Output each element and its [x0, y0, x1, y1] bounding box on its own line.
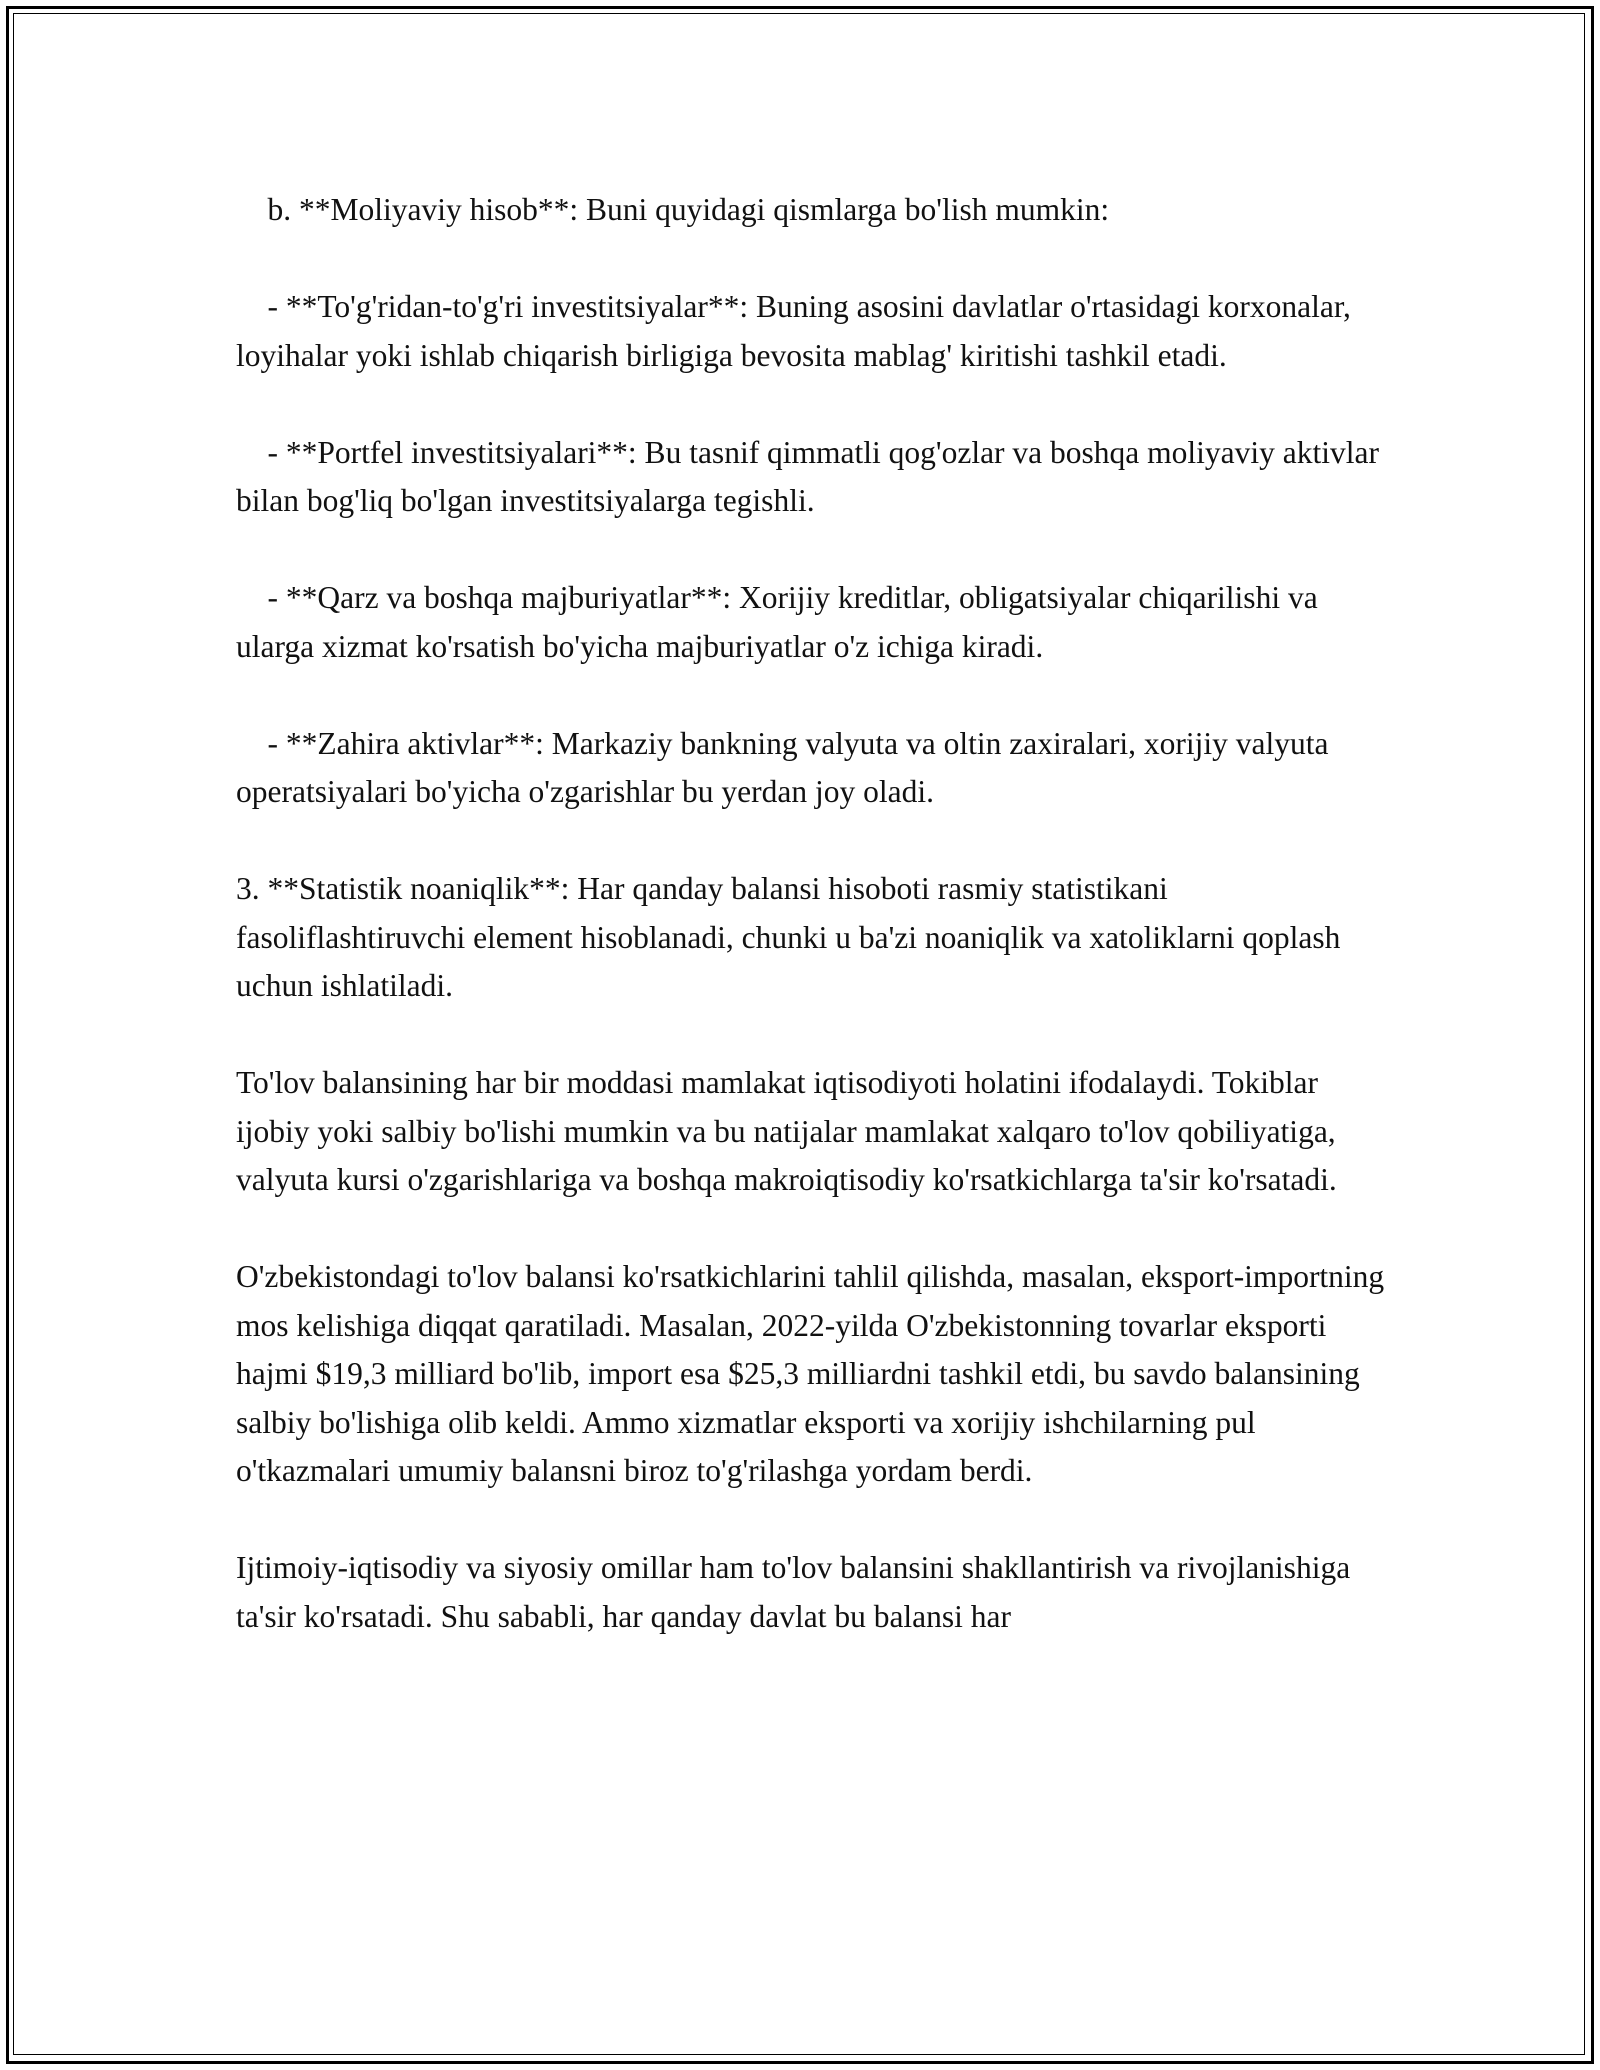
paragraph-reserve-assets: - **Zahira aktivlar**: Markaziy bankning valyuta va oltin zaxiralari, xorijiy valyuta operatsiyalari bo'yicha o'zgarishlar bu yerdan joy oladi.	[236, 725, 1337, 809]
document-body	[236, 186, 1396, 1641]
paragraph-uzbekistan-analysis: O'zbekistondagi to'lov balansi ko'rsatkichlarini tahlil qilishda, masalan, eksport-importning mos kelishiga diqqat qaratiladi. Masalan, 2022-yilda O'zbekistonning tovarlar eksporti hajmi $19,3 milliard bo'lib, import esa $25,3 milliardni tashkil etdi, bu savdo balansining salbiy bo'lishiga olib keldi. Ammo xizmatlar eksporti va xorijiy ishchilarning pul o'tkazmalari umumiy balansni biroz to'g'rilashga yordam berdi.	[236, 1259, 1393, 1488]
paragraph-balance-items: To'lov balansining har bir moddasi mamlakat iqtisodiyoti holatini ifodalaydi. Tokiblar ijobiy yoki salbiy bo'lishi mumkin va bu natijalar mamlakat xalqaro to'lov qobiliyatiga, valyuta kursi o'zgarishlariga va boshqa makroiqtisodiy ko'rsatkichlarga ta'sir ko'rsatadi.	[236, 1065, 1344, 1197]
paragraph-socioeconomic-factors: Ijtimoiy-iqtisodiy va siyosiy omillar ham to'lov balansini shakllantirish va rivojlanishiga ta'sir ko'rsatadi. Shu sababli, har qanday davlat bu balansi har	[236, 1550, 1359, 1634]
paragraph-direct-investments: - **To'g'ridan-to'g'ri investitsiyalar**: Buning asosini davlatlar o'rtasidagi korxonalar, loyihalar yoki ishlab chiqarish birligiga bevosita mablag' kiritishi tashkil etadi.	[236, 289, 1359, 373]
paragraph-statistical-discrepancy: 3. **Statistik noaniqlik**: Har qanday balansi hisoboti rasmiy statistikani fasoliflashtiruvchi element hisoblanadi, chunki u ba'zi noaniqlik va xatoliklarni qoplash uchun ishlatiladi.	[236, 871, 1349, 1003]
paragraph-debt-liabilities: - **Qarz va boshqa majburiyatlar**: Xorijiy kreditlar, obligatsiyalar chiqarilishi va ularga xizmat ko'rsatish bo'yicha majburiyatlar o'z ichiga kiradi.	[236, 580, 1326, 664]
paragraph-portfolio-investments: - **Portfel investitsiyalari**: Bu tasnif qimmatli qog'ozlar va boshqa moliyaviy aktivlar bilan bog'liq bo'lgan investitsiyalarga tegishli.	[236, 434, 1387, 518]
paragraph-financial-account-intro: b. **Moliyaviy hisob**: Buni quyidagi qismlarga bo'lish mumkin:	[236, 192, 1110, 227]
